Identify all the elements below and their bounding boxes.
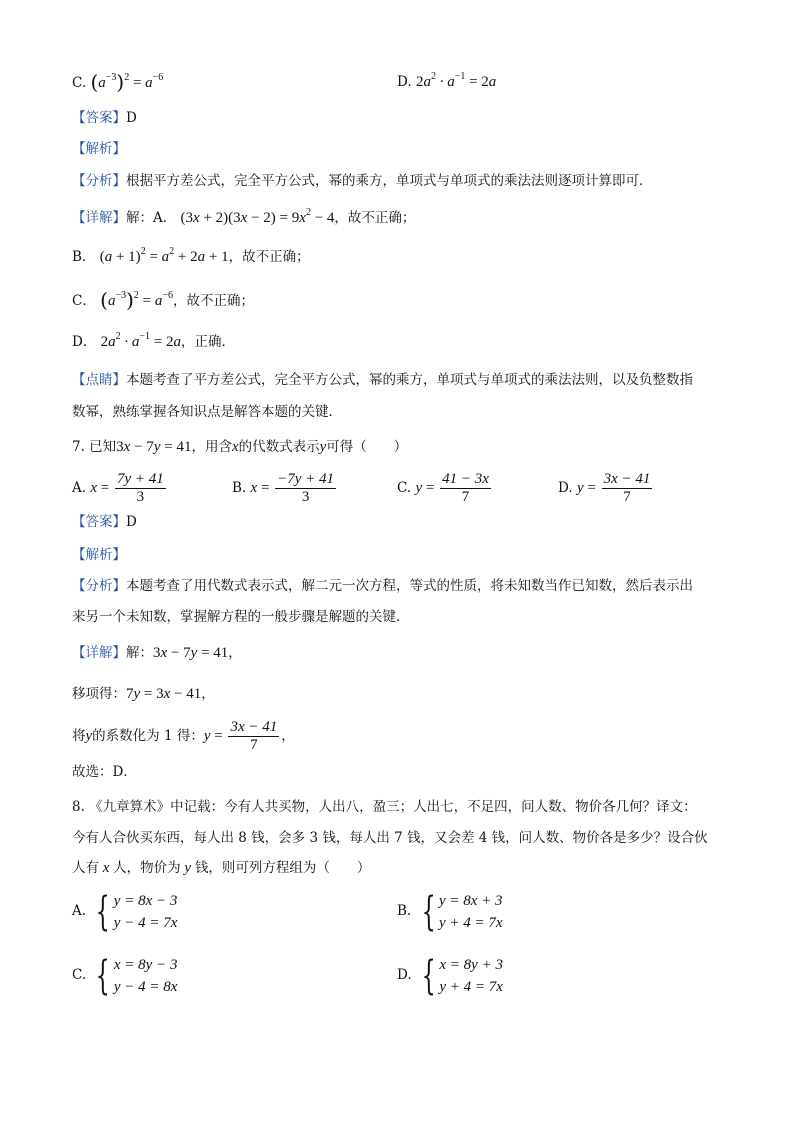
q6-detail-b: B． $(a + 1)^2 = a^2 + 2a + 1$，故不正确；	[72, 246, 310, 265]
formula: 7y = 3x − 41	[126, 686, 202, 702]
q6-detail-a: 【详解】解：A． $(3x + 2)(3x - 2) = 9x^2 - 4$，故不正确；	[72, 207, 416, 226]
q8-option-a[interactable]: A. { y = 8x − 3 y − 4 = 7x	[72, 888, 178, 935]
q8-option-c[interactable]: C. { x = 8y − 3 y − 4 = 8x	[72, 952, 178, 999]
formula: $(3x + 2)(3x - 2) = 9x^2 - 4$	[180, 207, 335, 226]
q6-dianjing-cont: 数幂，熟练掌握各知识点是解答本题的关键．	[72, 404, 342, 420]
formula: $(a^{-3})^2 = a^{-6}$	[100, 288, 174, 312]
q7-option-c[interactable]: C. y = $\frac{41 - 3x}{7}$	[397, 471, 489, 505]
equation-system: { x = 8y − 3 y − 4 = 8x	[96, 952, 178, 999]
q7-fenxi-cont: 来另一个未知数，掌握解方程的一般步骤是解题的关键．	[72, 609, 410, 625]
q7-analysis-heading: 【解析】	[72, 547, 126, 563]
equation-system: { x = 8y + 3 y + 4 = 7x	[421, 952, 503, 999]
q6-fenxi: 【分析】根据平方差公式，完全平方公式，幂的乘方，单项式与单项式的乘法法则逐项计算即可．	[72, 173, 653, 189]
q8-stem-line2: 今有人合伙买东西，每人出 8 钱，会多 3 钱，每人出 7 钱，又会差 4 钱，问人数、物价各是多少？设合伙	[72, 830, 708, 846]
q8-option-b[interactable]: B. { y = 8x + 3 y + 4 = 7x	[397, 888, 503, 935]
fraction: $\frac{3x - 41}{7}$	[603, 471, 651, 505]
q7-step1: 移项得：7y = 3x − 41，	[72, 686, 215, 702]
q7-answer: 【答案】D	[72, 514, 137, 530]
q7-stem: 7. 已知3x − 7y = 41，用含x的代数式表示y可得（ ）	[72, 439, 408, 455]
q8-option-d[interactable]: D. { x = 8y + 3 y + 4 = 7x	[397, 952, 503, 999]
q6-dianjing: 【点睛】本题考查了平方差公式，完全平方公式，幂的乘方，单项式与单项式的乘法法则，以及负整数指	[72, 372, 693, 388]
q7-option-a[interactable]: A. x = $\frac{7y + 41}{3}$	[72, 471, 164, 505]
formula: $(a^{-3})^2 = a^{-6}$	[90, 70, 164, 94]
q6-detail-d: D． $2a^2 \cdot a^{-1} = 2a$，正确．	[72, 331, 235, 350]
fraction: $\frac{3x - 41}{7}$	[230, 719, 278, 753]
fraction: $\frac{-7y + 41}{3}$	[277, 471, 335, 505]
q7-fenxi: 【分析】本题考查了用代数式表示式，解二元一次方程，等式的性质，将未知数当作已知数，然后表示出	[72, 578, 693, 594]
fraction: $\frac{41 - 3x}{7}$	[442, 471, 489, 505]
q8-stem-line1: 8. 《九章算术》中记载：今有人共买物，人出八，盈三；人出七，不足四，问人数、物价各几何？译文：	[72, 799, 697, 815]
var-x: x	[231, 439, 239, 455]
formula: $2a^2 \cdot a^{-1} = 2a$	[415, 71, 497, 90]
q8-stem-line3: 人有 x 人，物价为 y 钱，则可列方程组为（ ）	[72, 860, 371, 876]
q7-detail: 【详解】解：3x − 7y = 41，	[72, 645, 242, 661]
var-y: y	[319, 439, 327, 455]
q6-option-d[interactable]: D. $2a^2 \cdot a^{-1} = 2a$	[397, 71, 497, 90]
formula: $(a + 1)^2 = a^2 + 2a + 1$	[99, 246, 229, 265]
q7-step2: 将y的系数化为 1 得：y = $\frac{3x - 41}{7}$ ，	[72, 719, 295, 753]
equation-system: { y = 8x − 3 y − 4 = 7x	[96, 888, 178, 935]
q7-option-d[interactable]: D. y = $\frac{3x - 41}{7}$	[558, 471, 651, 505]
formula: 3x − 7y = 41	[116, 439, 192, 455]
equation-system: { y = 8x + 3 y + 4 = 7x	[421, 888, 503, 935]
q7-choose: 故选：D．	[72, 764, 137, 780]
q7-option-b[interactable]: B. x = $\frac{-7y + 41}{3}$	[232, 471, 335, 505]
q6-option-c[interactable]: C. $(a^{-3})^2 = a^{-6}$	[72, 70, 164, 94]
q6-analysis-heading: 【解析】	[72, 141, 126, 157]
q6-detail-c: C． $(a^{-3})^2 = a^{-6}$，故不正确；	[72, 288, 255, 312]
formula: 3x − 7y = 41	[153, 645, 229, 661]
formula: $2a^2 \cdot a^{-1} = 2a$	[100, 331, 181, 350]
fraction: $\frac{7y + 41}{3}$	[116, 471, 164, 505]
q6-answer: 【答案】D	[72, 110, 137, 126]
